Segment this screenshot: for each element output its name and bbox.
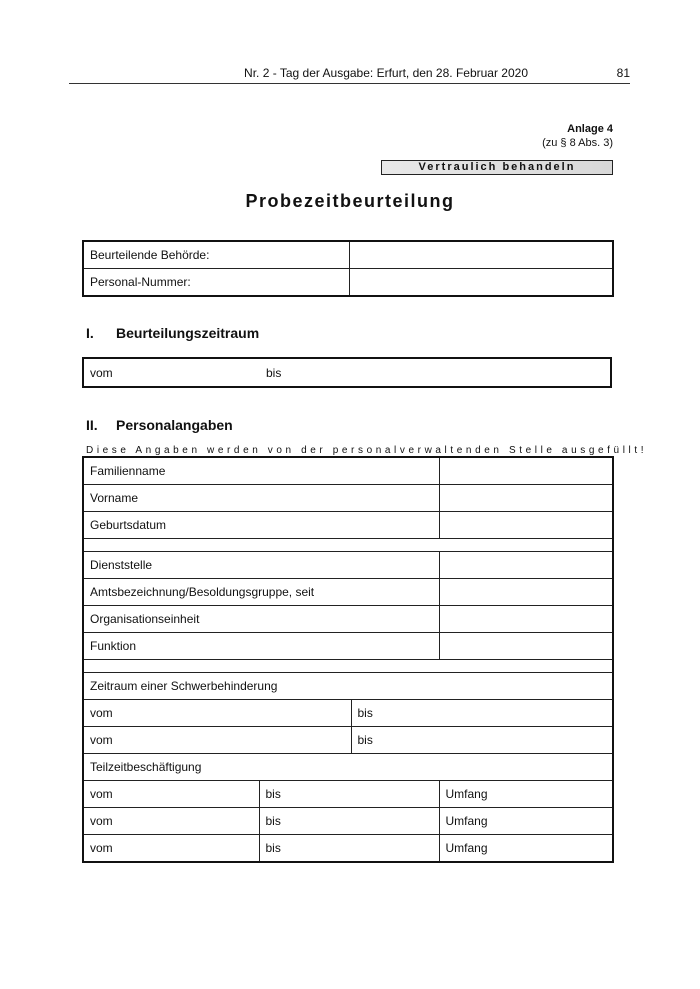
part-time-to-field[interactable] bbox=[259, 835, 439, 863]
to-label: bis bbox=[265, 841, 281, 855]
confidential-banner: Vertraulich behandeln bbox=[381, 160, 613, 175]
section-1-title: Beurteilungszeitraum bbox=[116, 325, 260, 341]
surname-field[interactable] bbox=[439, 457, 613, 485]
table-row bbox=[83, 241, 613, 269]
disability-from-field[interactable] bbox=[83, 700, 351, 727]
official-title-label: Amtsbezeichnung/Besoldungsgruppe, seit bbox=[83, 579, 439, 606]
from-label: vom bbox=[90, 814, 113, 828]
birth-date-label: Geburtsdatum bbox=[83, 512, 439, 539]
surname-label: Familienname bbox=[83, 457, 439, 485]
part-time-from-field[interactable] bbox=[83, 781, 259, 808]
organisational-unit-field[interactable] bbox=[439, 606, 613, 633]
part-time-to-field[interactable] bbox=[259, 781, 439, 808]
table-row bbox=[83, 700, 613, 727]
period-to-label: bis bbox=[266, 365, 282, 380]
table-row bbox=[83, 633, 613, 660]
period-from-label: vom bbox=[90, 365, 113, 380]
table-row bbox=[83, 673, 613, 700]
page-number: 81 bbox=[616, 66, 630, 80]
to-label: bis bbox=[265, 814, 281, 828]
table-row bbox=[83, 754, 613, 781]
page-header-text: Nr. 2 - Tag der Ausgabe: Erfurt, den 28. Februar 2020 bbox=[244, 66, 528, 80]
table-row bbox=[83, 835, 613, 863]
official-title-field[interactable] bbox=[439, 579, 613, 606]
assessor-table bbox=[82, 240, 614, 297]
table-row bbox=[83, 269, 613, 297]
personal-data-table bbox=[82, 456, 614, 863]
organisational-unit-label: Organisationseinheit bbox=[83, 606, 439, 633]
form-title: Probezeitbeurteilung bbox=[245, 191, 455, 211]
office-label: Dienststelle bbox=[83, 552, 439, 579]
personnel-number-label: Personal-Nummer: bbox=[83, 269, 349, 297]
to-label: bis bbox=[357, 706, 373, 720]
from-label: vom bbox=[90, 841, 113, 855]
spacer-row bbox=[83, 660, 613, 673]
table-row bbox=[83, 457, 613, 485]
first-name-label: Vorname bbox=[83, 485, 439, 512]
assessment-period-table bbox=[82, 357, 612, 388]
assessing-authority-field[interactable] bbox=[349, 241, 613, 269]
attachment-reference: (zu § 8 Abs. 3) bbox=[542, 137, 613, 149]
from-label: vom bbox=[90, 733, 113, 747]
attachment-title: Anlage 4 bbox=[567, 123, 613, 135]
disability-from-field[interactable] bbox=[83, 727, 351, 754]
table-row bbox=[83, 358, 611, 387]
table-row bbox=[83, 781, 613, 808]
scope-label: Umfang bbox=[445, 787, 488, 801]
part-time-scope-field[interactable] bbox=[439, 781, 613, 808]
table-row bbox=[83, 808, 613, 835]
disability-to-field[interactable] bbox=[351, 700, 613, 727]
table-row bbox=[83, 539, 613, 552]
table-row bbox=[83, 727, 613, 754]
table-row bbox=[83, 485, 613, 512]
personnel-number-field[interactable] bbox=[349, 269, 613, 297]
header-rule bbox=[69, 83, 630, 84]
table-row bbox=[83, 606, 613, 633]
to-label: bis bbox=[265, 787, 281, 801]
section-1-number: I. bbox=[86, 325, 94, 341]
from-label: vom bbox=[90, 787, 113, 801]
disability-period-title: Zeitraum einer Schwerbehinderung bbox=[83, 673, 613, 700]
first-name-field[interactable] bbox=[439, 485, 613, 512]
scope-label: Umfang bbox=[445, 841, 488, 855]
birth-date-field[interactable] bbox=[439, 512, 613, 539]
part-time-scope-field[interactable] bbox=[439, 808, 613, 835]
assessing-authority-label: Beurteilende Behörde: bbox=[83, 241, 349, 269]
part-time-from-field[interactable] bbox=[83, 808, 259, 835]
part-time-scope-field[interactable] bbox=[439, 835, 613, 863]
scope-label: Umfang bbox=[445, 814, 488, 828]
section-2-title: Personalangaben bbox=[116, 417, 233, 433]
office-field[interactable] bbox=[439, 552, 613, 579]
assessment-period-field[interactable] bbox=[83, 358, 611, 387]
spacer-row bbox=[83, 539, 613, 552]
table-row bbox=[83, 512, 613, 539]
disability-to-field[interactable] bbox=[351, 727, 613, 754]
section-2-note: Diese Angaben werden von der personalverwaltenden Stelle ausgefüllt! bbox=[86, 445, 648, 456]
table-row bbox=[83, 579, 613, 606]
from-label: vom bbox=[90, 706, 113, 720]
to-label: bis bbox=[357, 733, 373, 747]
part-time-title: Teilzeitbeschäftigung bbox=[83, 754, 613, 781]
table-row bbox=[83, 660, 613, 673]
table-row bbox=[83, 552, 613, 579]
section-2-number: II. bbox=[86, 417, 98, 433]
function-field[interactable] bbox=[439, 633, 613, 660]
function-label: Funktion bbox=[83, 633, 439, 660]
part-time-from-field[interactable] bbox=[83, 835, 259, 863]
part-time-to-field[interactable] bbox=[259, 808, 439, 835]
